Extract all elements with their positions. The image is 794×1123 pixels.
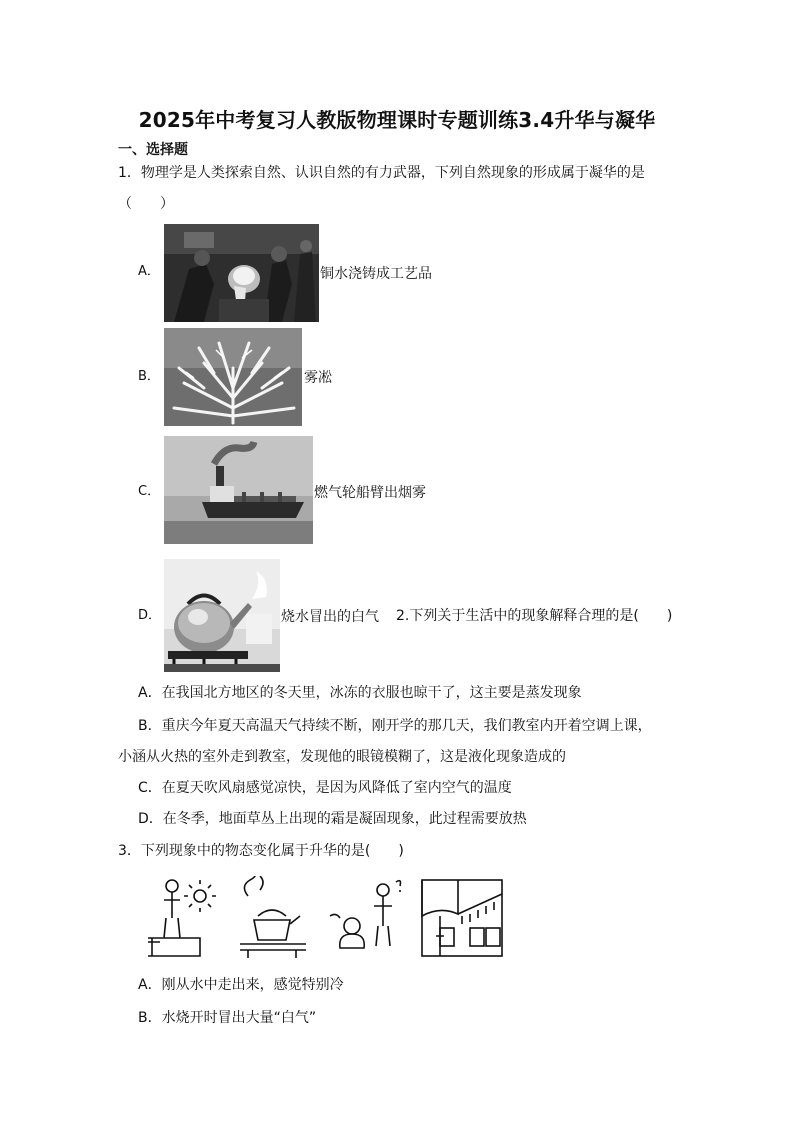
q3-illustrations: [140, 876, 510, 960]
q1-option-d-text: 烧水冒出的白气: [281, 609, 379, 625]
q1-stem: 1．物理学是人类探索自然、认识自然的有力武器，下列自然现象的形成属于凝华的是: [118, 165, 645, 181]
q1-option-b-letter: B．: [138, 369, 160, 384]
q1-option-c-text: 燃气轮船臂出烟雾: [314, 485, 426, 501]
ship-photo: [164, 436, 313, 544]
q2-option-b-cont: 小涵从火热的室外走到教室，发现他的眼镜模糊了，这是液化现象造成的: [118, 749, 566, 765]
foundry-photo: [164, 224, 319, 322]
q1-paren: （ ）: [118, 196, 174, 212]
q2-option-c: C．在夏天吹风扇感觉凉快，是因为风降低了室内空气的温度: [138, 780, 512, 796]
kettle-photo: [164, 559, 280, 672]
page-title: 2025年中考复习人教版物理课时专题训练3.4升华与凝华: [138, 108, 656, 132]
q2-option-d: D．在冬季，地面草丛上出现的霜是凝固现象，此过程需要放热: [138, 811, 527, 827]
q3-option-b: B．水烧开时冒出大量“白气”: [138, 1010, 317, 1026]
q1-option-d-letter: D．: [138, 608, 162, 623]
section-heading: 一、选择题: [118, 142, 188, 158]
q2-stem: 2.下列关于生活中的现象解释合理的是( ): [396, 608, 673, 624]
q1-option-c-letter: C．: [138, 484, 161, 499]
q1-option-a-text: 铜水浇铸成工艺品: [320, 266, 432, 282]
q1-option-b-text: 雾凇: [304, 370, 332, 386]
q3-option-a: A．刚从水中走出来，感觉特别冷: [138, 977, 344, 993]
rime-photo: [164, 328, 302, 426]
q3-stem: 3．下列现象中的物态变化属于升华的是( ): [118, 843, 404, 859]
q1-option-a-letter: A．: [138, 264, 160, 279]
q2-option-b: B．重庆今年夏天高温天气持续不断，刚开学的那几天，我们教室内开着空调上课，: [138, 718, 652, 734]
q2-option-a: A．在我国北方地区的冬天里，冰冻的衣服也晾干了，这主要是蒸发现象: [138, 685, 582, 701]
